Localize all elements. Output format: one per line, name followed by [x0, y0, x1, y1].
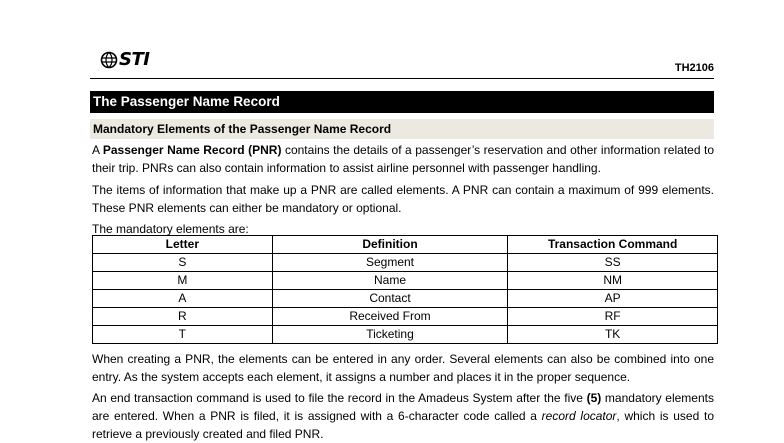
paragraph-end-transaction	[92, 389, 714, 443]
cell-definition: Received From	[272, 308, 508, 326]
p5-part-e: , which is used to retrieve a previously created and filed PNR.	[92, 409, 714, 441]
paragraph-elements: The items of information that make up a PNR are called elements. A PNR can contain a maximum of 999 elements. These PNR elements can either be mandatory or optional.	[92, 183, 714, 215]
cell-letter: A	[93, 290, 273, 308]
cell-definition: Segment	[272, 254, 508, 272]
paragraph-pnr-definition	[92, 141, 714, 177]
p5-five: (5)	[586, 391, 602, 405]
p5-part-c: mandatory elements are entered. When a PNR is filed, it is assigned with a 6-character code called a	[92, 391, 714, 423]
logo-text: STI	[119, 49, 150, 70]
cell-definition: Ticketing	[272, 326, 508, 344]
cell-letter: S	[93, 254, 273, 272]
table-row	[93, 254, 718, 272]
p5-part-a: An end transaction command is used to file the record in the Amadeus System after the five	[92, 391, 587, 405]
cell-command: TK	[508, 326, 718, 344]
cell-letter: M	[93, 272, 273, 290]
paragraph-mandatory-intro: The mandatory elements are:	[92, 222, 249, 236]
cell-command: RF	[508, 308, 718, 326]
column-header-command: Transaction Command	[508, 236, 718, 254]
column-header-definition: Definition	[272, 236, 508, 254]
mandatory-elements-table	[92, 235, 718, 344]
pnr-term: Passenger Name Record (PNR)	[102, 143, 282, 157]
cell-command: NM	[508, 272, 718, 290]
cell-command: SS	[508, 254, 718, 272]
cell-letter: R	[93, 308, 273, 326]
table-row	[93, 308, 718, 326]
globe-logo-icon	[100, 51, 118, 69]
p1-prefix: A	[92, 143, 103, 157]
cell-command: AP	[508, 290, 718, 308]
paragraph-order: When creating a PNR, the elements can be entered in any order. Several elements can also be combined into one entry. As the system accepts each element, it assigns a number and places it in the proper sequence.	[92, 352, 714, 384]
document-code: TH2106	[674, 62, 714, 74]
cell-definition: Name	[272, 272, 508, 290]
table-row	[93, 326, 718, 344]
column-header-letter: Letter	[93, 236, 273, 254]
p1-rest: contains the details of a passenger’s reservation and other information related to their trip. PNRs can also contain information to assist airline personnel with passenger handling.	[92, 143, 715, 175]
header-divider	[90, 78, 714, 79]
table-header-row	[93, 236, 718, 254]
sti-logo	[100, 50, 149, 70]
record-locator-term: record locator	[541, 409, 617, 423]
cell-letter: T	[93, 326, 273, 344]
page-title: The Passenger Name Record	[90, 91, 714, 113]
table-row	[93, 290, 718, 308]
section-heading: Mandatory Elements of the Passenger Name Record	[90, 119, 714, 139]
table-row	[93, 272, 718, 290]
cell-definition: Contact	[272, 290, 508, 308]
